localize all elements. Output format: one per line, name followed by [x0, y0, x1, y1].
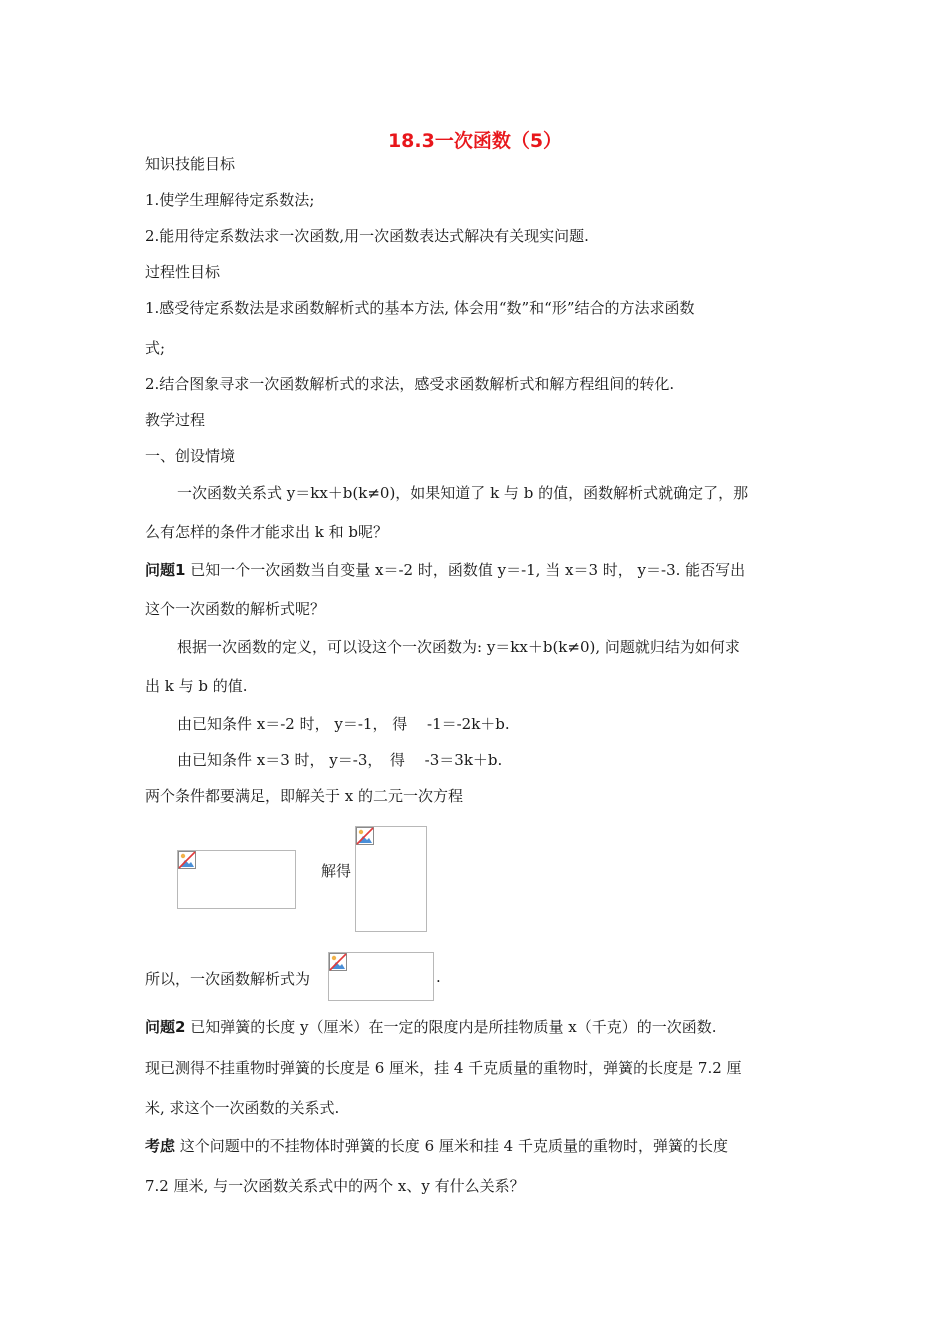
process-goal-1-cont: 式;: [145, 339, 166, 357]
condition-1: 由已知条件 x＝-2 时， y＝-1， 得 -1＝-2k＋b.: [177, 715, 510, 733]
result-formula-image: [328, 952, 434, 1001]
result-text: 所以，一次函数解析式为: [145, 970, 311, 988]
definition-paragraph: 根据一次函数的定义，可以设这个一次函数为: y＝kx＋b(k≠0), 问题就归结为如何求: [177, 638, 740, 656]
problem-2-label: 问题2: [145, 1018, 186, 1036]
consider-cont: 7.2 厘米, 与一次函数关系式中的两个 x、y 有什么关系？: [145, 1177, 525, 1195]
problem-1-label: 问题1: [145, 561, 186, 579]
problem-2-cont-2: 米, 求这个一次函数的关系式.: [145, 1099, 340, 1117]
problem-2-cont-1: 现已测得不挂重物时弹簧的长度是 6 厘米，挂 4 千克质量的重物时，弹簧的长度是 7.2 厘: [145, 1059, 742, 1077]
problem-1-cont: 这个一次函数的解析式呢？: [145, 600, 326, 618]
intro-paragraph-cont: 么有怎样的条件才能求出 k 和 b呢？: [145, 523, 388, 541]
system-intro: 两个条件都要满足，即解关于 x 的二元一次方程: [145, 787, 463, 805]
process-goal-1: 1.感受待定系数法是求函数解析式的基本方法, 体会用“数”和“形”结合的方法求函数: [145, 299, 695, 317]
solution-image: [355, 826, 427, 932]
knowledge-goal-1: 1.使学生理解待定系数法;: [145, 191, 315, 209]
problem-1-line: [145, 559, 745, 580]
broken-image-icon: [356, 827, 374, 845]
problem-1-text: 已知一个一次函数当自变量 x＝-2 时，函数值 y＝-1, 当 x＝3 时， y＝-3. 能否写出: [190, 561, 746, 579]
heading-process-goals: 过程性目标: [145, 263, 221, 281]
condition-2: 由已知条件 x＝3 时， y＝-3， 得 -3＝3k＋b.: [177, 751, 503, 769]
definition-paragraph-cont: 出 k 与 b 的值.: [145, 677, 248, 695]
problem-2-line: [145, 1016, 716, 1037]
solve-label: 解得: [321, 862, 352, 880]
consider-line: [145, 1135, 728, 1156]
section-create-situation: 一、创设情境: [145, 447, 236, 465]
broken-image-icon: [178, 851, 196, 869]
page-title: 18.3一次函数（5）: [387, 130, 563, 152]
heading-teaching-process: 教学过程: [145, 411, 206, 429]
result-period: .: [436, 968, 441, 986]
equation-system-image: [177, 850, 296, 909]
consider-text: 这个问题中的不挂物体时弹簧的长度 6 厘米和挂 4 千克质量的重物时，弹簧的长度: [179, 1137, 728, 1155]
knowledge-goal-2: 2.能用待定系数法求一次函数,用一次函数表达式解决有关现实问题.: [145, 227, 589, 245]
problem-2-text: 已知弹簧的长度 y（厘米）在一定的限度内是所挂物质量 x（千克）的一次函数.: [190, 1018, 717, 1036]
intro-paragraph: 一次函数关系式 y＝kx＋b(k≠0)，如果知道了 k 与 b 的值，函数解析式就确定了，那: [177, 484, 749, 502]
consider-label: 考虑: [145, 1137, 176, 1155]
heading-knowledge-goals: 知识技能目标: [145, 155, 236, 173]
process-goal-2: 2.结合图象寻求一次函数解析式的求法，感受求函数解析式和解方程组间的转化.: [145, 375, 675, 393]
broken-image-icon: [329, 953, 347, 971]
